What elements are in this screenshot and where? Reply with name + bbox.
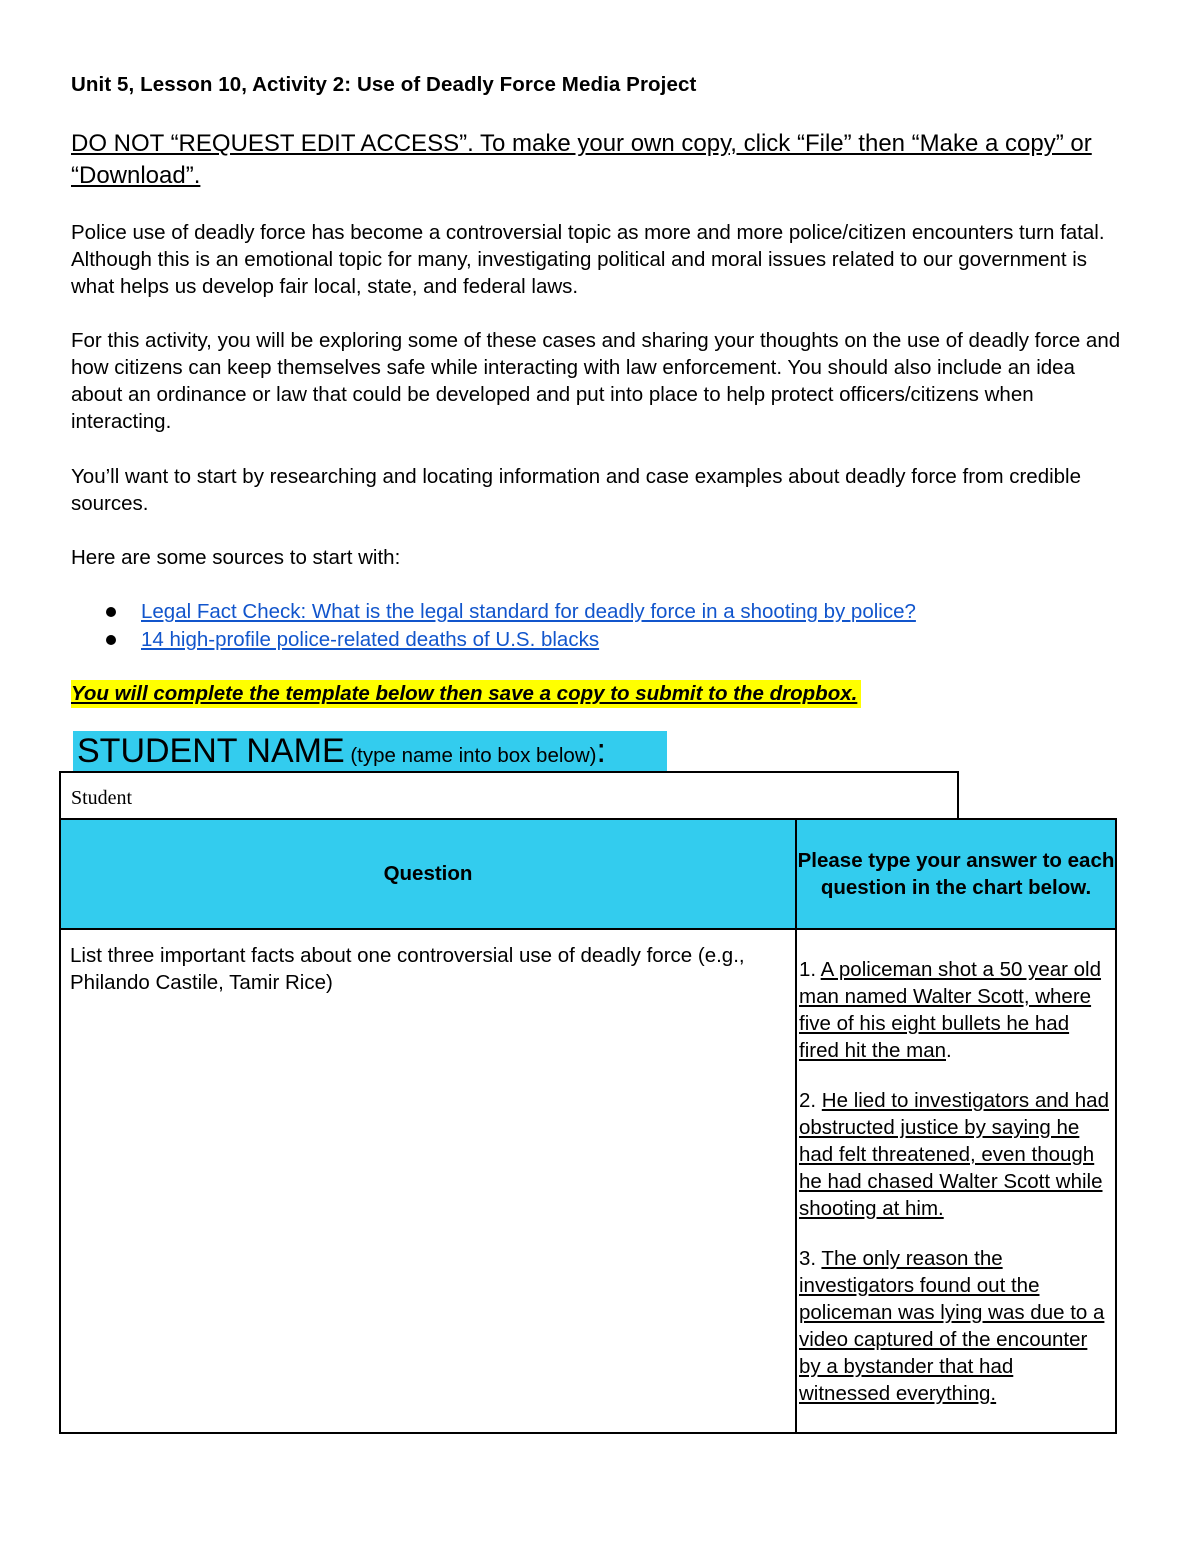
source-link-legal-fact-check[interactable]: Legal Fact Check: What is the legal standard for deadly force in a shooting by police?: [141, 600, 916, 623]
question-answer-table: [59, 818, 1117, 1434]
answer-text: The only reason the investigators found out the policeman was lying was due to a video captured of the encounter by a bystander that had witnessed everything.: [799, 1247, 1105, 1405]
table-row: [60, 929, 1116, 1433]
student-name-field[interactable]: [59, 771, 959, 820]
edit-access-notice: DO NOT “REQUEST EDIT ACCESS”. To make your own copy, click “File” then “Make a copy” or “Download”.: [71, 130, 1092, 189]
answer-text: A policeman shot a 50 year old man named Walter Scott, where five of his eight bullets he had fired hit the man: [799, 958, 1102, 1062]
answer-text: He lied to investigators and had obstructed justice by saying he had felt threatened, even though he had chased Walter Scott while shooting at him.: [799, 1089, 1109, 1220]
source-link-police-related-deaths[interactable]: 14 high-profile police-related deaths of U.S. blacks: [141, 628, 600, 651]
source-links-list: [100, 598, 916, 654]
intro-paragraph-3: You’ll want to start by researching and locating information and case examples about deadly force from credible sources.: [71, 465, 1082, 515]
answer-number: 1.: [799, 958, 821, 981]
bullet-icon: [106, 635, 116, 645]
student-name-value: Student: [71, 787, 133, 809]
student-name-label: [73, 731, 667, 771]
answer-cell[interactable]: [796, 929, 1116, 1433]
answer-number: 3.: [799, 1247, 822, 1270]
answer-column-header: Please type your answer to each question in the chart below.: [796, 819, 1116, 929]
table-header-row: [60, 819, 1116, 929]
question-cell: [60, 929, 796, 1433]
student-name-colon: :: [596, 732, 606, 770]
intro-paragraph-1: Police use of deadly force has become a controversial topic as more and more police/citizen encounters turn fatal. Although this is an emotional topic for many, investigating political and moral issues related to our government is what helps us develop fair local, state, and federal laws.: [71, 221, 1105, 298]
bullet-icon: [106, 607, 116, 617]
question-column-header: Question: [60, 819, 796, 929]
student-name-heading: STUDENT NAME: [77, 732, 345, 770]
answer-number: 2.: [799, 1089, 822, 1112]
student-name-hint: (type name into box below): [344, 744, 597, 767]
question-text: List three important facts about one controversial use of deadly force (e.g., Philando Castile, Tamir Rice): [70, 944, 745, 994]
list-item: [100, 626, 916, 654]
answer-tail: .: [946, 1039, 952, 1062]
answer-item: [799, 1245, 1109, 1407]
list-item: [100, 598, 916, 626]
document-title: Unit 5, Lesson 10, Activity 2: Use of Deadly Force Media Project: [71, 73, 697, 96]
answer-item: [799, 1087, 1109, 1222]
answer-list: [797, 930, 1115, 1407]
intro-paragraph-4: Here are some sources to start with:: [71, 546, 401, 569]
intro-paragraph-2: For this activity, you will be exploring some of these cases and sharing your thoughts on the use of deadly force and how citizens can keep themselves safe while interacting with law enforcement. You should also include an idea about an ordinance or law that could be developed and put into place to help protect officers/citizens when interacting.: [71, 329, 1121, 433]
submission-instruction: You will complete the template below then save a copy to submit to the dropbox.: [71, 680, 861, 708]
answer-item: [799, 956, 1109, 1064]
